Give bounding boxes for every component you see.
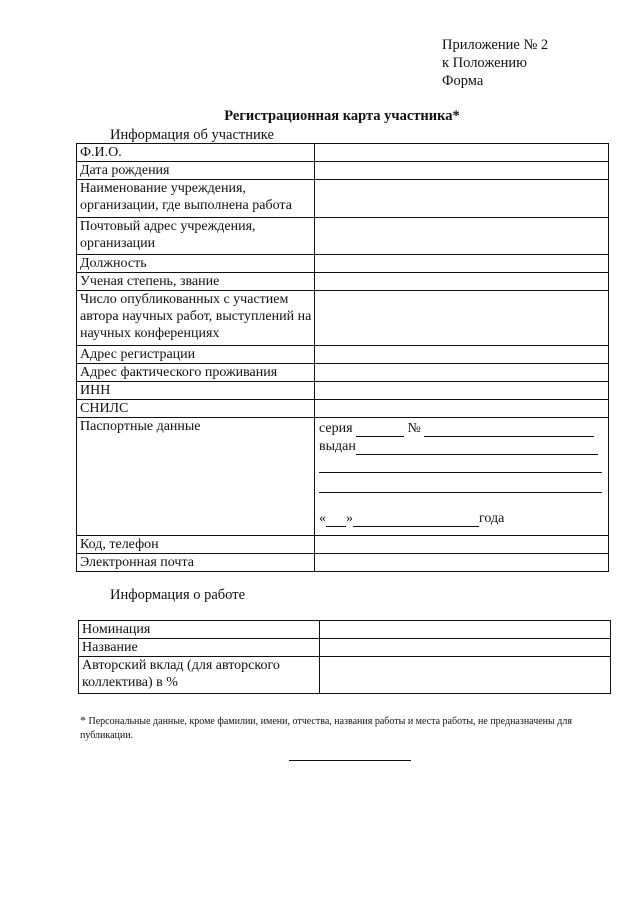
work-section-heading: Информация о работе (110, 587, 246, 603)
passport-year-label: года (479, 511, 505, 526)
field-input-nomination[interactable] (320, 621, 611, 639)
field-input-email[interactable] (315, 554, 609, 572)
appendix-line-3: Форма (442, 73, 484, 89)
field-input-fio[interactable] (315, 144, 609, 162)
field-label-fio: Ф.И.О. (77, 144, 315, 162)
field-label-snils: СНИЛС (77, 400, 315, 418)
participant-table (76, 143, 609, 572)
participant-section-heading: Информация об участнике (110, 127, 274, 143)
field-input-publications[interactable] (315, 291, 609, 346)
passport-date-row (319, 510, 504, 527)
field-label-inn: ИНН (77, 382, 315, 400)
passport-data-cell (315, 418, 609, 536)
appendix-header (442, 36, 548, 90)
field-label-email: Электронная почта (77, 554, 315, 572)
field-label-nomination: Номинация (79, 621, 320, 639)
field-input-work-title[interactable] (320, 639, 611, 657)
field-input-actual-address[interactable] (315, 364, 609, 382)
form-title: Регистрационная карта участника* (224, 108, 460, 124)
passport-day-input[interactable] (326, 512, 346, 527)
passport-series-input[interactable] (356, 422, 404, 437)
field-label-work-title: Название (79, 639, 320, 657)
field-label-author-contribution: Авторский вклад (для авторского коллектива) в % (79, 657, 320, 694)
appendix-line-1: Приложение № 2 (442, 37, 549, 53)
field-input-phone[interactable] (315, 536, 609, 554)
passport-series-row (319, 420, 594, 437)
passport-issued-line-3[interactable] (319, 492, 602, 493)
end-separator-line (289, 760, 411, 761)
field-label-degree: Ученая степень, звание (77, 273, 315, 291)
field-label-position: Должность (77, 255, 315, 273)
passport-issued-row (319, 438, 598, 455)
field-label-registration-address: Адрес регистрации (77, 346, 315, 364)
passport-month-input[interactable] (353, 512, 479, 527)
field-input-postal-address[interactable] (315, 218, 609, 255)
work-table (78, 620, 611, 694)
field-label-actual-address: Адрес фактического проживания (77, 364, 315, 382)
passport-issued-input[interactable] (356, 440, 598, 455)
field-input-degree[interactable] (315, 273, 609, 291)
field-label-institution: Наименование учреждения, организации, где выполнена работа (77, 180, 315, 218)
field-input-registration-address[interactable] (315, 346, 609, 364)
field-label-postal-address: Почтовый адрес учреждения, организации (77, 218, 315, 255)
field-input-birth-date[interactable] (315, 162, 609, 180)
passport-issued-line-2[interactable] (319, 472, 602, 473)
passport-date-open-quote: « (319, 511, 326, 526)
field-input-inn[interactable] (315, 382, 609, 400)
passport-number-label: № (407, 421, 421, 436)
passport-issued-label: выдан (319, 439, 356, 454)
field-label-publications: Число опубликованных с участием автора научных работ, выступлений на научных конференциях (77, 291, 315, 346)
passport-series-label: серия (319, 421, 353, 436)
field-label-phone: Код, телефон (77, 536, 315, 554)
field-input-institution[interactable] (315, 180, 609, 218)
field-label-birth-date: Дата рождения (77, 162, 315, 180)
footnote (80, 713, 620, 743)
footnote-marker: * (80, 713, 86, 727)
appendix-line-2: к Положению (442, 55, 527, 71)
passport-date-close-quote: » (346, 511, 353, 526)
field-label-passport: Паспортные данные (77, 418, 315, 536)
field-input-snils[interactable] (315, 400, 609, 418)
field-input-author-contribution[interactable] (320, 657, 611, 694)
passport-number-input[interactable] (424, 422, 594, 437)
footnote-text: Персональные данные, кроме фамилии, имени, отчества, названия работы и места работы, не предназначены для публикации. (80, 716, 572, 741)
field-input-position[interactable] (315, 255, 609, 273)
